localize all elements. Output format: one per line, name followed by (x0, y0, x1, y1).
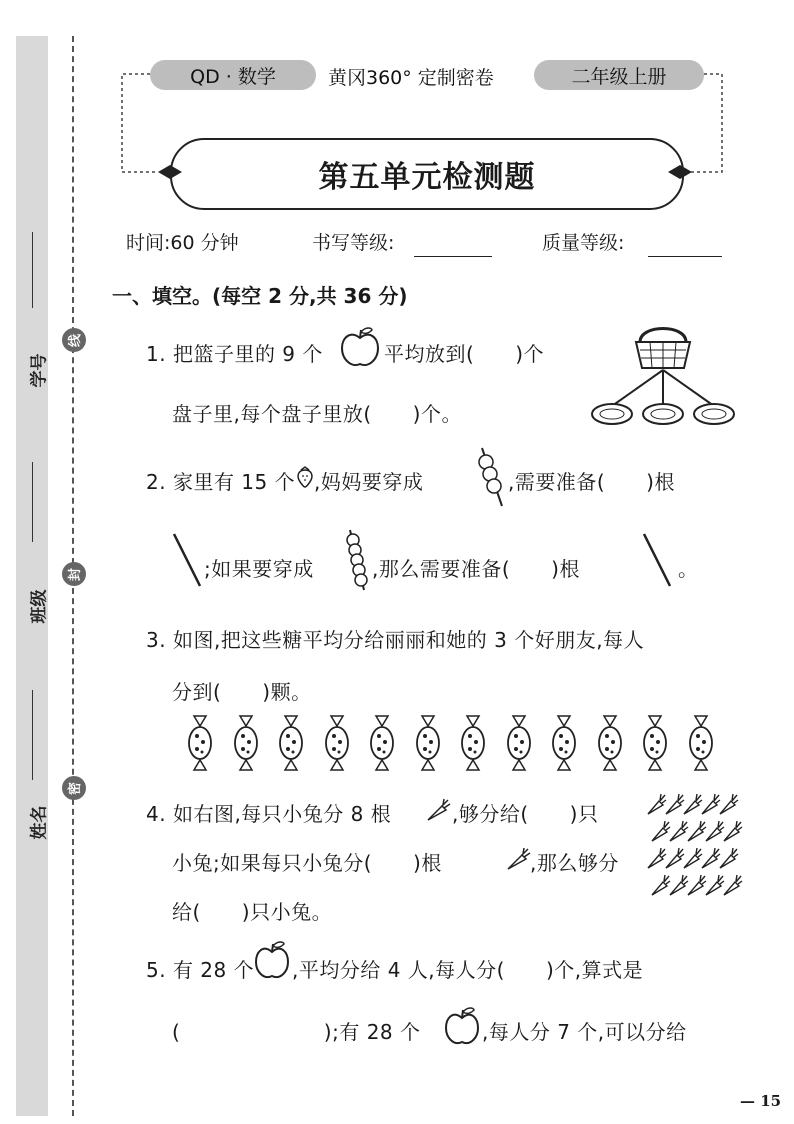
strawberry-icon (296, 466, 314, 488)
q1-text-c: 盘子里,每个盘子里放( )个。 (172, 402, 462, 426)
carrot-icon (682, 792, 702, 816)
carrot-icon (700, 792, 720, 816)
q5-text-b: ,平均分给 4 人,每人分( )个,算式是 (292, 958, 644, 982)
writing-grade-blank[interactable] (414, 236, 492, 257)
candy-icon (641, 714, 669, 772)
q4-text-e: 给( )只小兔。 (172, 900, 333, 924)
q2-text-d: ;如果要穿成 (204, 557, 314, 581)
candy-icon (323, 714, 351, 772)
q4-text-b: ,够分给( )只 (452, 802, 599, 826)
carrot-icon (646, 846, 666, 870)
seal-mark-line: 线 (62, 328, 86, 352)
header-series-title: 黄冈360° 定制密卷 (328, 67, 494, 89)
q3-text-a: 3. 如图,把这些糖平均分给丽丽和她的 3 个好朋友,每人 (146, 628, 645, 652)
stick-icon (172, 532, 202, 588)
carrot-icon (424, 798, 450, 822)
carrot-icon (668, 819, 688, 843)
class-label: 班级 (29, 589, 50, 624)
q5-text-c: ( );有 28 个 (172, 1020, 421, 1044)
carrot-icon (722, 819, 742, 843)
skewer-5-icon (342, 528, 372, 592)
candy-icon (687, 714, 715, 772)
section-1-heading: 一、填空。(每空 2 分,共 36 分) (112, 284, 408, 308)
candy-icon (368, 714, 396, 772)
candy-icon (505, 714, 533, 772)
basket-plates-illustration (588, 322, 738, 432)
q1-text-b: 平均放到( )个 (384, 342, 545, 366)
skewer-3-icon (476, 446, 506, 508)
carrot-icon (686, 873, 706, 897)
q4-text-d: ,那么够分 (530, 851, 619, 875)
candy-icon (459, 714, 487, 772)
header-grade-pill: 二年级上册 (534, 60, 704, 90)
page-title: 第五单元检测题 (318, 160, 536, 195)
carrot-icon (722, 873, 742, 897)
q3-text-b: 分到( )颗。 (172, 680, 312, 704)
title-frame (170, 138, 684, 210)
carrot-icon (682, 846, 702, 870)
candy-row (186, 714, 726, 774)
q4-text-c: 小兔;如果每只小兔分( )根 (172, 851, 442, 875)
candy-icon (277, 714, 305, 772)
carrot-icon (646, 792, 666, 816)
q2-text-e: ,那么需要准备( )根 (372, 557, 580, 581)
name-line (32, 690, 33, 780)
stick-icon (642, 532, 672, 588)
candy-icon (414, 714, 442, 772)
time-info: 时间:60 分钟 (126, 232, 239, 254)
candy-icon (550, 714, 578, 772)
q2-text-b: ,妈妈要穿成 (314, 470, 424, 494)
q1-text-a: 1. 把篮子里的 9 个 (146, 342, 323, 366)
carrot-icon (504, 847, 530, 871)
candy-icon (232, 714, 260, 772)
seal-mark-dense: 密 (62, 776, 86, 800)
apple-icon (444, 1006, 480, 1046)
carrot-icon (700, 846, 720, 870)
header-subject-pill: QD · 数学 (150, 60, 316, 90)
carrot-icon (704, 819, 724, 843)
q2-text-f: 。 (678, 557, 699, 581)
carrot-icon (664, 792, 684, 816)
carrot-icon (650, 873, 670, 897)
q4-text-a: 4. 如右图,每只小兔分 8 根 (146, 802, 392, 826)
carrot-icon (704, 873, 724, 897)
q5-text-d: ,每人分 7 个,可以分给 (482, 1020, 687, 1044)
quality-grade-blank[interactable] (648, 236, 722, 257)
class-line (32, 462, 33, 542)
quality-grade-label: 质量等级: (542, 232, 625, 254)
seal-mark-seal: 封 (62, 562, 86, 586)
apple-icon (340, 326, 380, 368)
carrot-icon (664, 846, 684, 870)
page-number: — 15 (740, 1092, 782, 1110)
student-id-line (32, 232, 33, 308)
carrot-icon (668, 873, 688, 897)
q5-text-a: 5. 有 28 个 (146, 958, 255, 982)
writing-grade-label: 书写等级: (312, 232, 395, 254)
candy-icon (596, 714, 624, 772)
apple-icon (254, 940, 290, 980)
carrot-icon (718, 792, 738, 816)
carrot-grid (646, 792, 738, 898)
student-id-label: 学号 (29, 353, 50, 388)
carrot-icon (686, 819, 706, 843)
q2-text-a: 2. 家里有 15 个 (146, 470, 296, 494)
carrot-icon (718, 846, 738, 870)
name-label: 姓名 (29, 805, 50, 840)
q2-text-c: ,需要准备( )根 (508, 470, 675, 494)
carrot-icon (650, 819, 670, 843)
candy-icon (186, 714, 214, 772)
